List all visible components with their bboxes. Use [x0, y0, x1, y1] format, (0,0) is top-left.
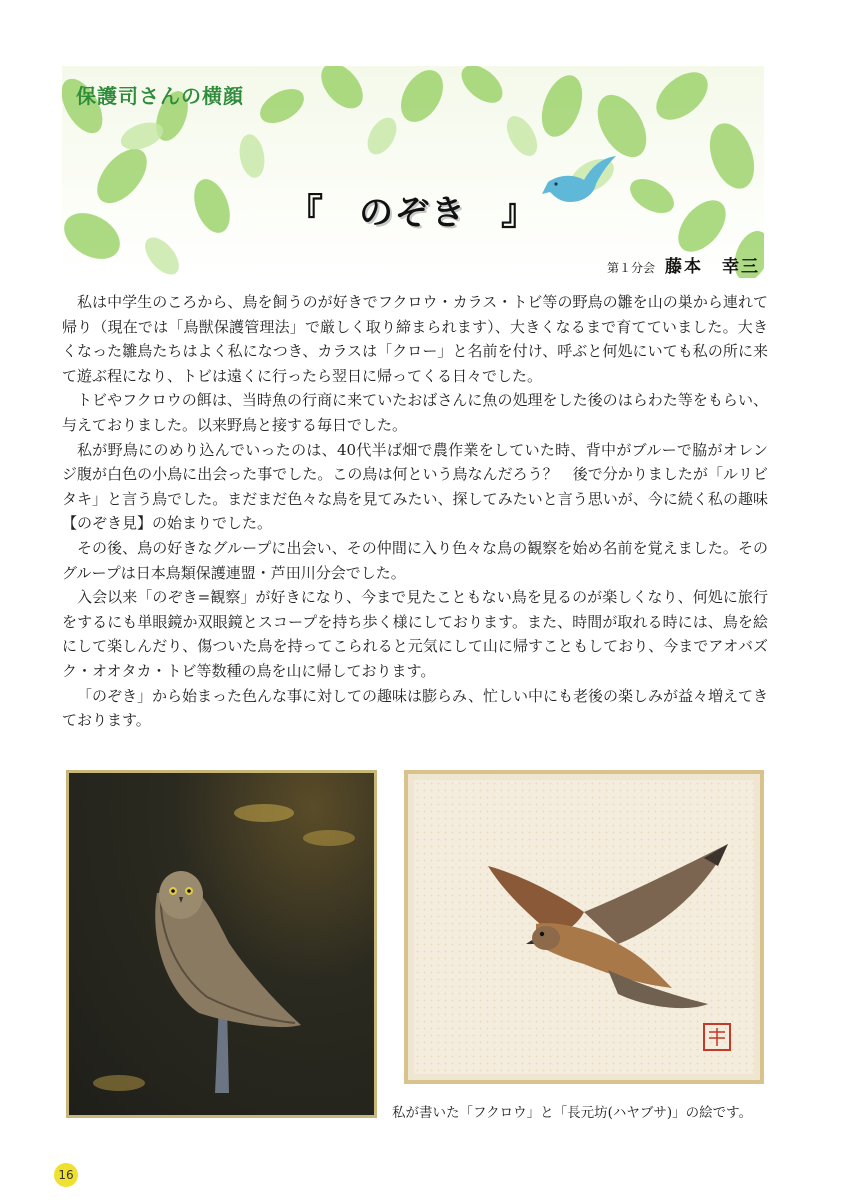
paragraph: 「のぞき」から始まった色んな事に対しての趣味は膨らみ、忙しい中にも老後の楽しみが益々増えてきております。 [62, 686, 768, 730]
section-label: 保護司さんの横顔 [76, 84, 244, 108]
paragraph: 私が野鳥にのめり込んでいったのは、40代半ば畑で農作業をしていた時、背中がブルーで脇がオレンジ腹が白色の小鳥に出会った事でした。この鳥は何という鳥なんだろう？ 後で分かりましたが「ルリビタキ」と言う鳥でした。まだまだ色々な鳥を見てみたい、探してみたいと言う思いが、今に続く私の趣味【のぞき見】の始まりでした。 [62, 440, 768, 533]
author-name: 藤本 幸三 [665, 257, 760, 277]
image-caption: 私が書いた「フクロウ」と「長元坊(ハヤブサ)」の絵です。 [392, 1105, 753, 1121]
kestrel-painting [404, 770, 764, 1084]
title-open-bracket: 『 [286, 192, 325, 233]
owl-illustration [69, 773, 374, 1115]
header-banner [62, 66, 764, 278]
paragraph: その後、鳥の好きなグループに出会い、その仲間に入り色々な鳥の観察を始め名前を覚えました。そのグループは日本鳥類保護連盟・芦田川分会でした。 [62, 538, 768, 582]
kestrel-illustration [408, 774, 760, 1080]
author-affiliation: 第１分会 [606, 261, 655, 275]
title-close-bracket: 』 [501, 192, 540, 233]
paragraph: 入会以来「のぞき=観察」が好きになり、今まで見たこともない鳥を見るのが楽しくなり、何処に旅行をするにも単眼鏡か双眼鏡とスコープを持ち歩く様にしております。また、時間が取れる時には、鳥を絵にして楽しんだり、傷ついた鳥を持ってこられると元気にして山に帰すこともしており、今までアオバズク・オオタカ・トビ等数種の鳥を山に帰しております。 [62, 588, 768, 680]
page-number-badge: 16 [54, 1163, 78, 1187]
title-text: のぞき [359, 193, 467, 233]
page-title [62, 184, 764, 235]
article-body [62, 290, 768, 733]
author-line [607, 252, 760, 277]
owl-painting [66, 770, 377, 1118]
paragraph: トビやフクロウの餌は、当時魚の行商に来ていたおばさんに魚の処理をした後のはらわた等をもらい、与えておりました。以来野鳥と接する毎日でした。 [62, 391, 768, 434]
paragraph: 私は中学生のころから、鳥を飼うのが好きでフクロウ・カラス・トビ等の野鳥の雛を山の巣から連れて帰り（現在では「鳥獣保護管理法」で厳しく取り締まられます）、大きくなるまで育てていました。大きくなった雛鳥たちはよく私になつき、カラスは「クロー」と名前を付け、呼ぶと何処にいても私の所に来て遊ぶ程になり、トビは遠くに行ったら翌日に帰ってくる日々でした。 [62, 293, 768, 385]
